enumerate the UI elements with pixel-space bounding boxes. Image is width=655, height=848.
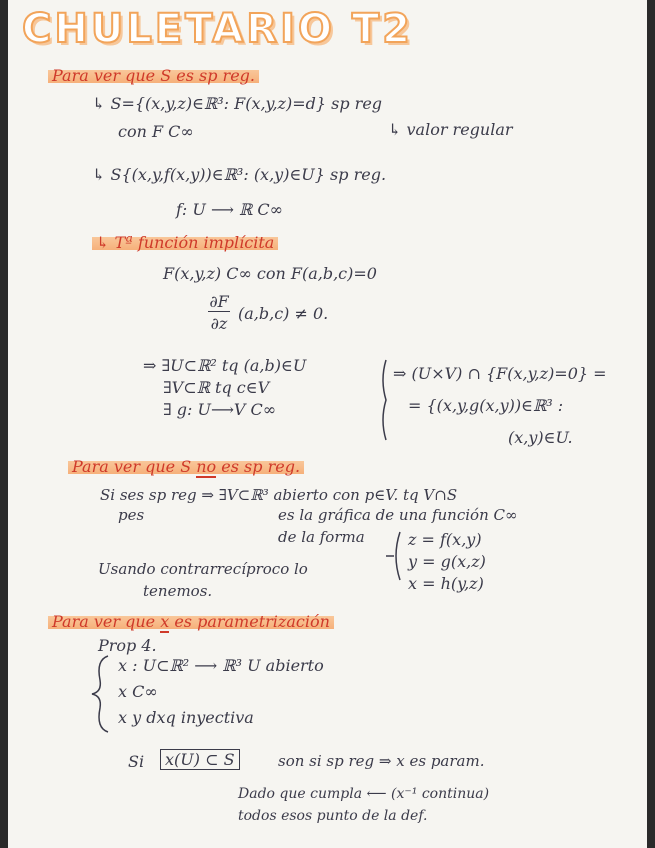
section-1-header: Para ver que S es sp reg.: [48, 66, 259, 85]
s1-dfdz-num: ∂F: [209, 292, 229, 311]
s1-line-4: f: U ⟶ ℝ C∞: [176, 200, 283, 219]
s1-line-3: ↳ S{(x,y,f(x,y))∈ℝ³: (x,y)∈U} sp reg.: [92, 165, 387, 184]
s1-line-10: ∃ g: U⟶V C∞: [163, 400, 277, 419]
s2-line-3: de la forma: [278, 528, 365, 546]
s3-si: Si: [128, 752, 145, 771]
s1-line-9: ∃V⊂ℝ tq c∈V: [163, 378, 270, 397]
section-2-header: Para ver que S no es sp reg.: [68, 457, 304, 476]
notes-page: [8, 0, 647, 848]
s3-box: x(U) ⊂ S: [160, 750, 240, 769]
s3-cond-2: x C∞: [118, 682, 158, 701]
s2-form-3: x = h(y,z): [408, 574, 484, 593]
s3-cond-1: x : U⊂ℝ² ⟶ ℝ³ U abierto: [118, 656, 324, 675]
s3-prop: Prop 4.: [98, 636, 157, 655]
s2-form-1: z = f(x,y): [408, 530, 482, 549]
page-title: CHULETARIO T2: [22, 6, 413, 52]
handwritten-brackets: [8, 0, 647, 848]
s3-conclusion: son si sp reg ⇒ x es param.: [278, 752, 485, 770]
s1-line-2a: con F C∞: [118, 122, 194, 141]
s1-right-1: ⇒ (U×V) ∩ {F(x,y,z)=0} =: [393, 364, 607, 383]
s2-line-2b: es la gráfica de una función C∞: [278, 506, 518, 524]
s1-line-2b: ↳ valor regular: [388, 120, 513, 139]
s1-line-6: F(x,y,z) C∞ con F(a,b,c)=0: [163, 264, 377, 283]
s1-dfdz-den: ∂z: [210, 314, 228, 333]
s1-line-7: (a,b,c) ≠ 0.: [238, 304, 329, 323]
s1-line-5: ↳ Tª función implícita: [92, 233, 278, 252]
s1-line-1: ↳ S={(x,y,z)∈ℝ³: F(x,y,z)=d} sp reg: [92, 94, 383, 113]
s2-line-2: pes: [118, 506, 145, 524]
section-3-header: Para ver que x es parametrización: [48, 612, 334, 631]
s3-note-2: todos esos punto de la def.: [238, 808, 428, 824]
s1-right-3: (x,y)∈U.: [508, 428, 573, 447]
s1-line-8: ⇒ ∃U⊂ℝ² tq (a,b)∈U: [143, 356, 307, 375]
s3-cond-3: x y dxq inyectiva: [118, 708, 254, 727]
s1-right-2: = {(x,y,g(x,y))∈ℝ³ :: [408, 396, 564, 415]
s3-note-1: Dado que cumpla ⟵ (x⁻¹ continua): [238, 786, 490, 802]
s2-line-1: Si ses sp reg ⇒ ∃V⊂ℝ³ abierto con p∈V. tq V∩S: [100, 486, 458, 504]
s2-line-4: Usando contrarrecíproco lo: [98, 560, 308, 578]
s2-form-2: y = g(x,z): [408, 552, 486, 571]
s2-line-5: tenemos.: [143, 582, 213, 600]
